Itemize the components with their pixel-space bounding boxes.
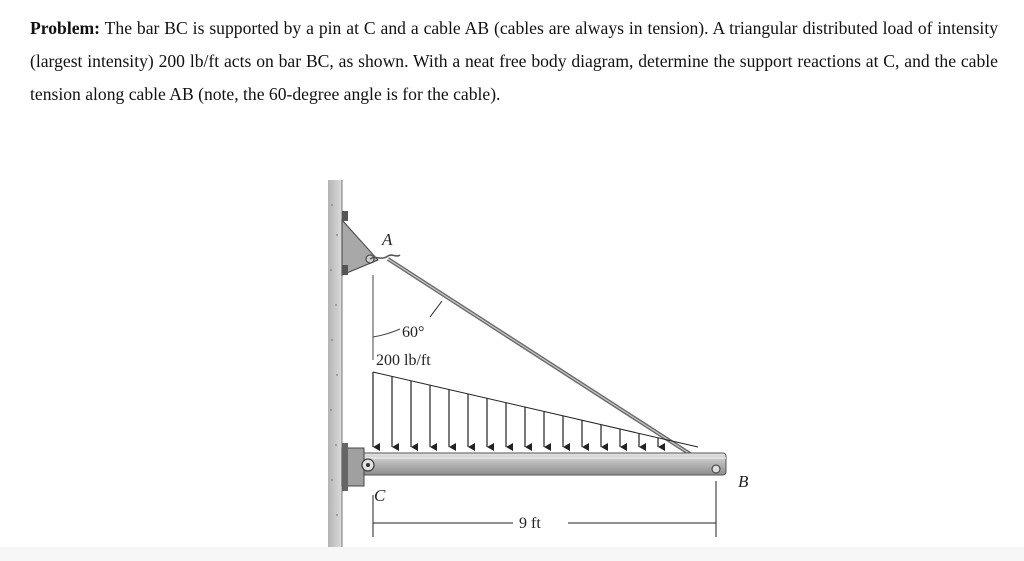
bar-bc bbox=[358, 453, 726, 475]
label-point-c: C bbox=[374, 486, 386, 505]
dimension-9ft bbox=[373, 481, 716, 537]
pin-support-c bbox=[342, 443, 374, 491]
label-point-a: A bbox=[382, 230, 393, 249]
figure-drawing bbox=[318, 165, 778, 555]
problem-label: Problem: bbox=[30, 18, 101, 38]
page-bottom-strip bbox=[0, 547, 1024, 561]
wall bbox=[328, 180, 342, 550]
statics-figure bbox=[318, 165, 778, 555]
angle-pointer bbox=[430, 301, 442, 317]
load-label: 200 lb/ft bbox=[376, 352, 431, 369]
distributed-load bbox=[373, 372, 698, 447]
label-point-b: B bbox=[738, 472, 749, 491]
angle-arc bbox=[373, 329, 400, 337]
problem-statement bbox=[30, 12, 998, 111]
angle-label: 60° bbox=[402, 324, 425, 341]
problem-text: The bar BC is supported by a pin at C and a cable AB (cables are always in tension). A triangular distributed load of intensity (largest intensity) 200 lb/ft acts on bar BC, as shown. With a neat free body diagram, determine the support reactions at C, and the cable tension along cable AB (note, the 60-degree angle is for the cable). bbox=[30, 18, 998, 104]
length-label: 9 ft bbox=[519, 515, 541, 532]
pin-b bbox=[712, 465, 720, 473]
